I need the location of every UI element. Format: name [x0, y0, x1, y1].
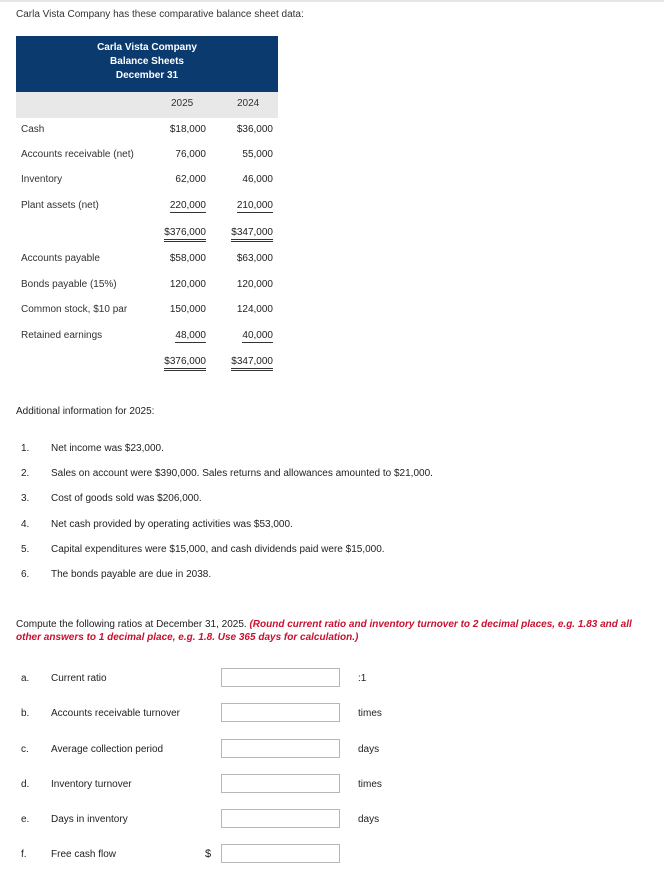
ratio-letter: b.	[21, 708, 30, 719]
row-label-cash: Cash	[21, 124, 45, 135]
company-name: Carla Vista Company	[97, 42, 197, 53]
ar-2024: 55,000	[242, 149, 273, 160]
row-label-plant: Plant assets (net)	[21, 200, 99, 211]
ratio-letter: e.	[21, 814, 30, 825]
additional-item: Net income was $23,000.	[51, 443, 164, 454]
additional-num: 6.	[21, 569, 30, 580]
dollar-sign: $	[205, 848, 212, 860]
total-assets-2024: $347,000	[231, 227, 273, 242]
ar-turnover-input[interactable]	[221, 703, 340, 722]
inventory-2024: 46,000	[242, 174, 273, 185]
unit-label: days	[358, 814, 380, 825]
collection-period-input[interactable]	[221, 739, 340, 758]
ratio-label-collection-period: Average collection period	[51, 744, 164, 755]
inventory-turnover-input[interactable]	[221, 774, 340, 793]
plant-2025: 220,000	[169, 200, 206, 211]
ratio-letter: f.	[21, 849, 27, 860]
ratio-label-current: Current ratio	[51, 673, 107, 684]
ratio-letter: c.	[21, 744, 29, 755]
additional-info-title: Additional information for 2025:	[16, 406, 155, 417]
row-label-bonds: Bonds payable (15%)	[21, 279, 117, 290]
ar-2025: 76,000	[175, 149, 206, 160]
ap-2024: $63,000	[236, 253, 273, 264]
total-liabilities-2025: $376,000	[164, 356, 206, 371]
row-label-retained: Retained earnings	[21, 330, 103, 341]
rounding-note: (Round current ratio and inventory turnover to 2 decimal places, e.g. 1.83 and all other answers to 1 decimal place, e.g. 1.8. Use 365 days for calculation.)	[16, 619, 632, 643]
plant-2024: 210,000	[236, 200, 273, 211]
row-label-inventory: Inventory	[21, 174, 63, 185]
ratio-label-ar-turnover: Accounts receivable turnover	[51, 708, 180, 719]
additional-num: 4.	[21, 519, 30, 530]
total-assets-2025: $376,000	[164, 227, 206, 242]
statement-date: December 31	[115, 70, 179, 81]
additional-item: Cost of goods sold was $206,000.	[51, 493, 202, 504]
retained-2025: 48,000	[175, 330, 206, 341]
row-label-ar: Accounts receivable (net)	[21, 149, 134, 160]
ratio-label-inventory-turnover: Inventory turnover	[51, 779, 132, 790]
unit-label: times	[358, 708, 382, 719]
unit-label: days	[358, 744, 380, 755]
additional-item: Sales on account were $390,000. Sales returns and allowances amounted to $21,000.	[51, 468, 433, 479]
additional-num: 5.	[21, 544, 30, 555]
common-stock-2025: 150,000	[169, 304, 206, 315]
retained-2024: 40,000	[242, 330, 273, 341]
additional-item: Capital expenditures were $15,000, and cash dividends paid were $15,000.	[51, 544, 385, 555]
additional-num: 2.	[21, 468, 30, 479]
statement-name: Balance Sheets	[110, 56, 184, 67]
additional-num: 3.	[21, 493, 30, 504]
instructions	[16, 618, 646, 644]
row-label-ap: Accounts payable	[21, 253, 100, 264]
top-divider	[0, 0, 664, 2]
ratio-label-days-inventory: Days in inventory	[51, 814, 128, 825]
total-liabilities-2024: $347,000	[231, 356, 273, 371]
ratio-letter: d.	[21, 779, 30, 790]
additional-num: 1.	[21, 443, 30, 454]
ratio-label-free-cash-flow: Free cash flow	[51, 849, 117, 860]
current-ratio-input[interactable]	[221, 668, 340, 687]
year-2024: 2024	[237, 98, 260, 109]
year-2025: 2025	[171, 98, 194, 109]
inventory-2025: 62,000	[175, 174, 206, 185]
balance-sheet-header	[16, 36, 278, 92]
intro-text: Carla Vista Company has these comparative balance sheet data:	[16, 9, 304, 20]
bonds-2024: 120,000	[236, 279, 273, 290]
bonds-2025: 120,000	[169, 279, 206, 290]
row-label-common-stock: Common stock, $10 par	[21, 304, 128, 315]
additional-item: Net cash provided by operating activities was $53,000.	[51, 519, 293, 530]
free-cash-flow-input[interactable]	[221, 844, 340, 863]
unit-label: times	[358, 779, 382, 790]
instructions-text: Compute the following ratios at December 31, 2025.	[16, 619, 250, 630]
additional-item: The bonds payable are due in 2038.	[51, 569, 212, 580]
cash-2024: $36,000	[236, 124, 273, 135]
cash-2025: $18,000	[169, 124, 206, 135]
common-stock-2024: 124,000	[236, 304, 273, 315]
days-inventory-input[interactable]	[221, 809, 340, 828]
unit-label: :1	[358, 673, 367, 684]
ap-2025: $58,000	[169, 253, 206, 264]
ratio-letter: a.	[21, 673, 30, 684]
